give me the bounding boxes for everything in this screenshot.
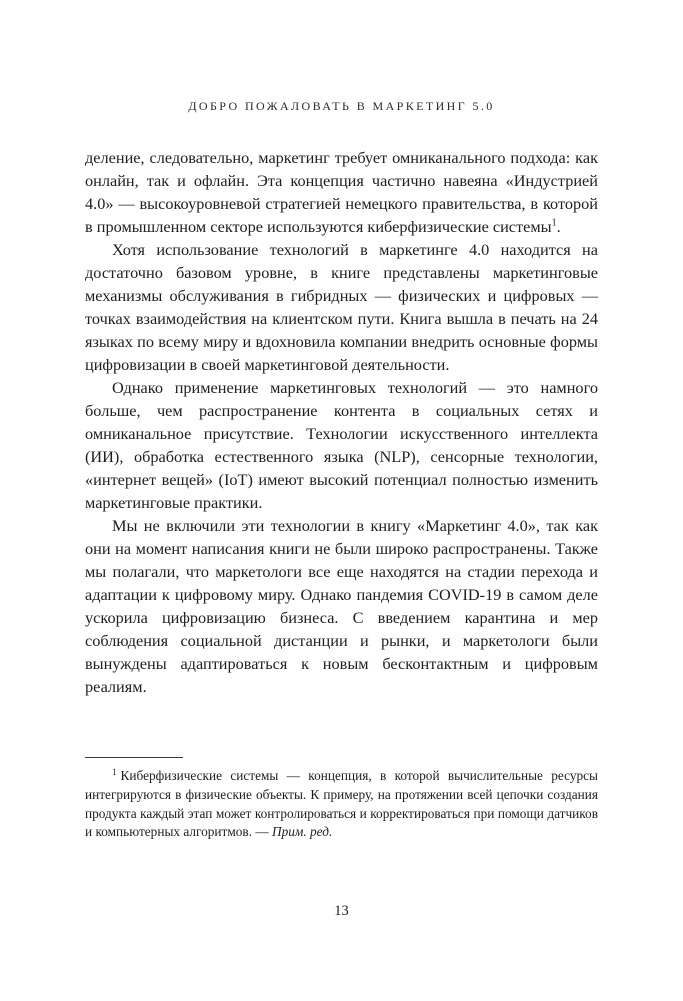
footnote-marker: 1 (112, 766, 117, 777)
footnote-area (85, 757, 598, 842)
page-body (85, 146, 598, 698)
paragraph-text: деление, следовательно, маркетинг требует омниканального подхода: как онлайн, так и офлайн. Эта концепция частично навеяна «Индустрией 4.0» — высокоуровневой стратегией немецкого правительства, в которой в промышленном секторе используются киберфизические системы (85, 148, 598, 236)
footnote (85, 767, 598, 842)
body-paragraph: Мы не включили эти технологии в книгу «Маркетинг 4.0», так как они на момент написания книги не были широко распространены. Также мы полагали, что маркетологи все еще находятся на стадии перехода и адаптации к цифровому миру. Однако пандемия COVID-19 в самом деле ускорила цифровизацию бизнеса. С введением карантина и мер соблюдения социальной дистанции и рынки, и маркетологи были вынуждены адаптироваться к новым бесконтактным и цифровым реалиям. (85, 516, 598, 696)
footnote-reference: 1 (551, 217, 557, 229)
page-number: 13 (334, 903, 349, 919)
footnote-separator (85, 757, 183, 758)
body-paragraph (85, 146, 598, 238)
footnote-text: Киберфизические системы — концепция, в которой вычислительные ресурсы интегрируются в физические объекты. К примеру, на протяжении всей цепочки создания продукта каждый этап может контролироваться и корректироваться при помощи датчиков и компьютерных алгоритмов. — (85, 768, 598, 840)
running-head: ДОБРО ПОЖАЛОВАТЬ В МАРКЕТИНГ 5.0 (188, 99, 495, 113)
body-paragraph: Хотя использование технологий в маркетинге 4.0 находится на достаточно базовом уровне, в книге представлены маркетинговые механизмы обслуживания в гибридных — физических и цифровых — точках взаимодействия на клиентском пути. Книга вышла в печать на 24 языках по всему миру и вдохновила компании внедрить основные формы цифровизации в своей маркетинговой деятельности. (85, 240, 598, 374)
paragraph-text: . (556, 217, 561, 236)
footnote-attribution: Прим. ред. (271, 824, 333, 840)
body-paragraph: Однако применение маркетинговых технологий — это намного больше, чем распространение контента в социальных сетях и омниканальное присутствие. Технологии искусственного интеллекта (ИИ), обработка естественного языка (NLP), сенсорные технологии, «интернет вещей» (IoT) имеют высокий потенциал полностью изменить маркетинговые практики. (85, 378, 598, 512)
